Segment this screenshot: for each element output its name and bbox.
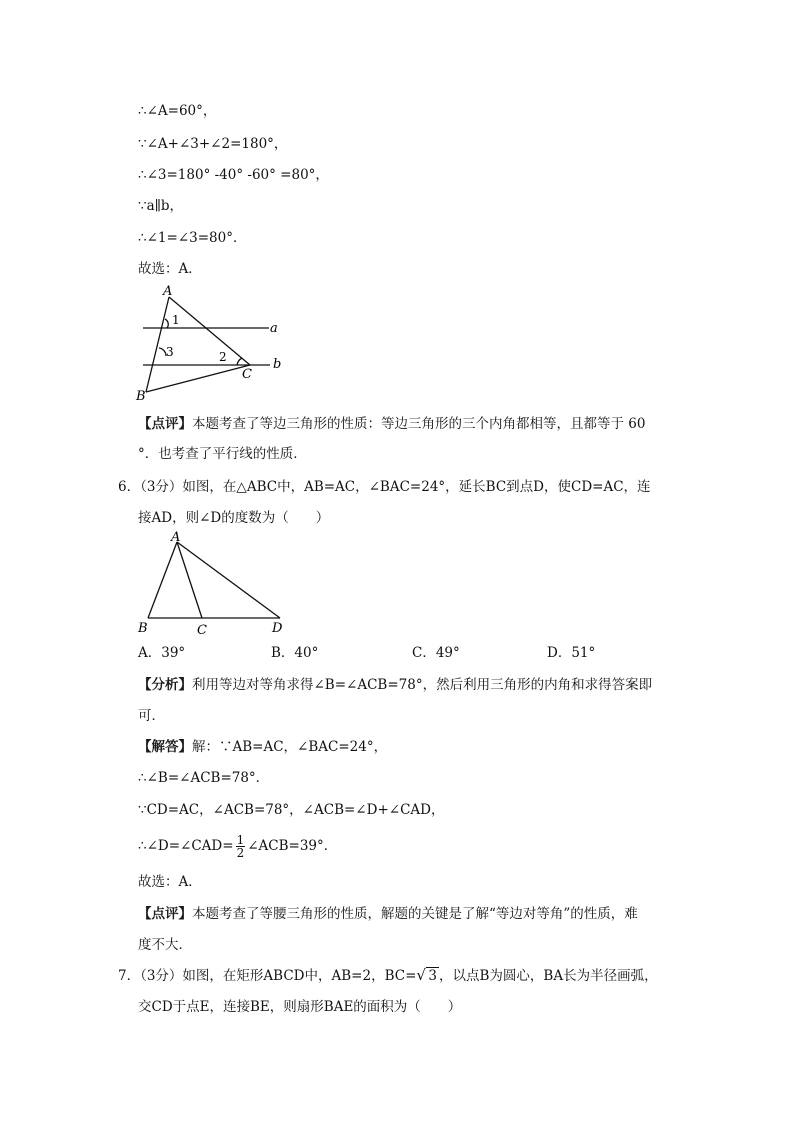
question-text: （3分）如图，在矩形ABCD中，AB=2，BC=	[140, 968, 417, 984]
fraction-half	[236, 834, 246, 859]
solution-text: 解：∵AB=AC，∠BAC=24°，	[192, 739, 388, 755]
question-7-line-1	[118, 966, 658, 986]
analysis-text: 利用等边对等角求得∠B=∠ACB=78°，然后利用三角形的内角和求得答案即	[192, 677, 653, 693]
solution-line-1	[138, 737, 387, 757]
angle-3-arc	[159, 348, 166, 356]
review-tag: 【点评】	[138, 906, 192, 922]
question-number: 7．	[118, 968, 141, 984]
label-B: B	[138, 621, 148, 636]
segment-ad	[177, 542, 280, 618]
angle-1-label: 1	[172, 313, 180, 327]
fraction-numerator: 1	[236, 833, 245, 847]
label-B: B	[136, 389, 146, 404]
review-text: 本题考查了等腰三角形的性质，解题的关键是了解“等边对等角”的性质，难	[192, 906, 638, 922]
question-text: ，以点B为圆心，BA长为半径画弧，	[438, 968, 658, 984]
review-2-line-1	[138, 904, 638, 924]
segment-ab	[148, 542, 177, 618]
radicand: 3	[428, 968, 437, 984]
option-d: D．51°	[547, 645, 596, 661]
solution-text: ∠ACB=39°．	[247, 838, 338, 854]
review-tag: 【点评】	[138, 416, 192, 432]
label-A: A	[171, 530, 181, 545]
solution-line-4	[138, 832, 337, 860]
label-b: b	[273, 357, 282, 372]
step-line-1: ∴∠A=60°，	[138, 103, 217, 119]
question-6-line-1	[118, 477, 651, 497]
side-ac	[169, 297, 250, 365]
segment-ac	[177, 542, 202, 618]
analysis-line-2: 可．	[138, 708, 165, 724]
review-2-line-2: 度不大．	[138, 937, 192, 953]
solution-tag: 【解答】	[138, 739, 192, 755]
label-C: C	[242, 367, 252, 382]
review-1-line-1	[138, 414, 645, 434]
option-c: C．49°	[412, 645, 460, 661]
angle-3-label: 3	[166, 345, 174, 359]
question-7-line-2: 交CD于点E，连接BE，则扇形BAE的面积为（ ）	[138, 999, 462, 1015]
angle-2-label: 2	[219, 350, 227, 364]
step-line-2: ∵∠A+∠3+∠2=180°，	[138, 136, 288, 152]
step-line-4: ∵a∥b，	[138, 198, 184, 214]
step-line-3: ∴∠3=180° -40° -60° =80°，	[138, 167, 329, 183]
fraction-denominator: 2	[236, 846, 245, 860]
triangle-abd-figure	[130, 530, 300, 640]
parallel-lines-figure	[130, 282, 300, 407]
label-a: a	[270, 321, 278, 336]
option-a: A．39°	[138, 645, 186, 661]
square-root	[416, 966, 439, 986]
solution-text: ∴∠D=∠CAD=	[138, 838, 234, 854]
solution-line-2: ∴∠B=∠ACB=78°．	[138, 770, 270, 786]
review-1-line-2: °．也考查了平行线的性质．	[138, 446, 307, 462]
label-C: C	[197, 623, 207, 638]
radical-sign: √	[416, 966, 426, 984]
analysis-tag: 【分析】	[138, 677, 192, 693]
question-number: 6．	[118, 479, 141, 495]
label-D: D	[272, 621, 283, 636]
answer-line: 故选：A．	[138, 261, 202, 277]
step-line-5: ∴∠1=∠3=80°．	[138, 230, 247, 246]
question-text: （3分）如图，在△ABC中，AB=AC，∠BAC=24°，延长BC到点D，使CD=AC，连	[140, 479, 651, 495]
side-bc	[146, 365, 250, 392]
angle-2-arc	[237, 358, 242, 365]
angle-1-arc	[165, 319, 168, 328]
question-6-line-2: 接AD，则∠D的度数为（ ）	[138, 510, 330, 526]
review-text: 本题考查了等边三角形的性质：等边三角形的三个内角都相等，且都等于 60	[192, 416, 646, 432]
analysis-line-1	[138, 675, 652, 695]
label-A: A	[163, 284, 173, 299]
solution-answer: 故选：A．	[138, 874, 202, 890]
solution-line-3: ∵CD=AC，∠ACB=78°，∠ACB=∠D+∠CAD，	[138, 802, 445, 818]
option-b: B．40°	[271, 645, 319, 661]
